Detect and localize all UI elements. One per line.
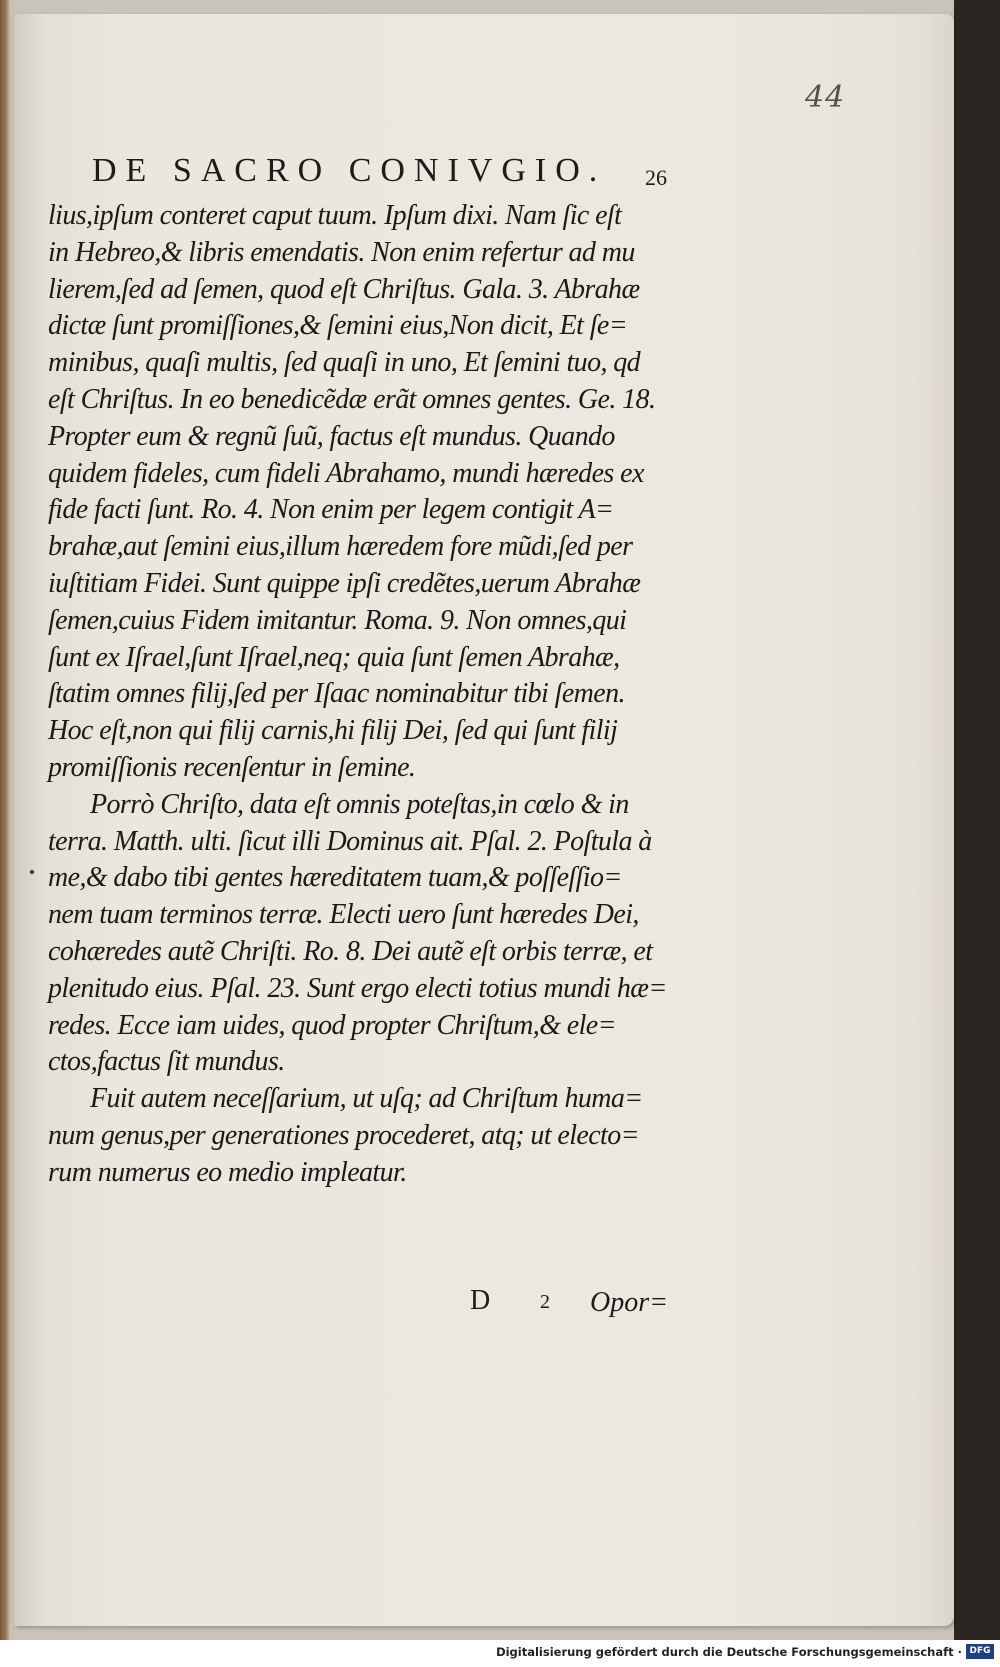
scan-dark-border <box>954 0 1000 1640</box>
text-line: num genus,per generationes procederet, atq; ut electo= <box>48 1119 639 1151</box>
text-line: eſt Chriſtus. In eo benedicẽdæ erãt omnes gentes. Ge. 18. <box>48 383 656 415</box>
catchword: Opor= <box>590 1287 669 1318</box>
text-line: terra. Matth. ulti. ſicut illi Dominus ait. Pſal. 2. Poſtula à <box>48 825 652 857</box>
text-line: Fuit autem neceſſarium, ut uſq; ad Chriſtum huma= <box>90 1083 643 1115</box>
text-line: quidem fideles, cum fideli Abrahamo, mundi hæredes ex <box>48 457 644 489</box>
page-number: 26 <box>645 165 667 190</box>
text-line: plenitudo eius. Pſal. 23. Sunt ergo electi totius mundi hæ= <box>48 972 667 1004</box>
text-line: ſtatim omnes filij,ſed per Iſaac nominabitur tibi ſemen. <box>48 678 625 710</box>
text-line: redes. Ecce iam uides, quod propter Chriſtum,& ele= <box>48 1009 616 1041</box>
text-line: dictæ ſunt promiſſiones,& ſemini eius,Non dicit, Et ſe= <box>48 310 628 342</box>
signature-number: 2 <box>540 1291 550 1313</box>
text-line: nem tuam terminos terræ. Electi uero ſunt hæredes Dei, <box>48 899 639 931</box>
text-line: Propter eum & regnũ ſuũ, factus eſt mundus. Quando <box>48 420 615 452</box>
margin-dot <box>30 870 34 874</box>
handwritten-folio-number: 44 <box>805 80 846 115</box>
text-line: Porrò Chriſto, data eſt omnis poteſtas,in cœlo & in <box>90 788 629 820</box>
signature-mark: D <box>470 1285 491 1316</box>
text-line: in Hebreo,& libris emendatis. Non enim refertur ad mu <box>48 236 635 268</box>
text-line: ſunt ex Iſrael,ſunt Iſrael,neq; quia ſunt ſemen Abrahæ, <box>48 641 620 673</box>
text-line: fide facti ſunt. Ro. 4. Non enim per legem contigit A= <box>48 494 614 526</box>
dfg-logo: DFG <box>966 1644 994 1659</box>
text-line: cohæredes autẽ Chriſti. Ro. 8. Dei autẽ eſt orbis terræ, et <box>48 935 653 967</box>
text-line: brahæ,aut ſemini eius,illum hæredem fore mũdi,ſed per <box>48 531 633 563</box>
running-head: DE SACRO CONIVGIO. <box>92 152 607 189</box>
text-line: ctos,factus ſit mundus. <box>48 1046 285 1078</box>
text-line: me,& dabo tibi gentes hæreditatem tuam,& poſſeſſio= <box>48 862 622 894</box>
body-text <box>48 198 688 1192</box>
text-line: Hoc eſt,non qui filij carnis,hi filij Dei, ſed qui ſunt filij <box>48 715 618 747</box>
funding-credit: Digitalisierung gefördert durch die Deutsche Forschungsgemeinschaft · <box>496 1645 962 1659</box>
text-line: lierem,ſed ad ſemen, quod eſt Chriſtus. Gala. 3. Abrahæ <box>48 273 640 305</box>
footer-bar <box>0 1640 1000 1667</box>
text-line: ſemen,cuius Fidem imitantur. Roma. 9. Non omnes,qui <box>48 604 627 636</box>
text-line: iuſtitiam Fidei. Sunt quippe ipſi credẽtes,uerum Abrahæ <box>48 567 641 599</box>
text-line: promiſſionis recenſentur in ſemine. <box>48 751 416 783</box>
text-line: rum numerus eo medio impleatur. <box>48 1156 407 1188</box>
text-line: minibus, quaſi multis, ſed quaſi in uno, Et ſemini tuo, qd <box>48 347 641 379</box>
text-line: lius,ipſum conteret caput tuum. Ipſum dixi. Nam ſic eſt <box>48 200 622 231</box>
